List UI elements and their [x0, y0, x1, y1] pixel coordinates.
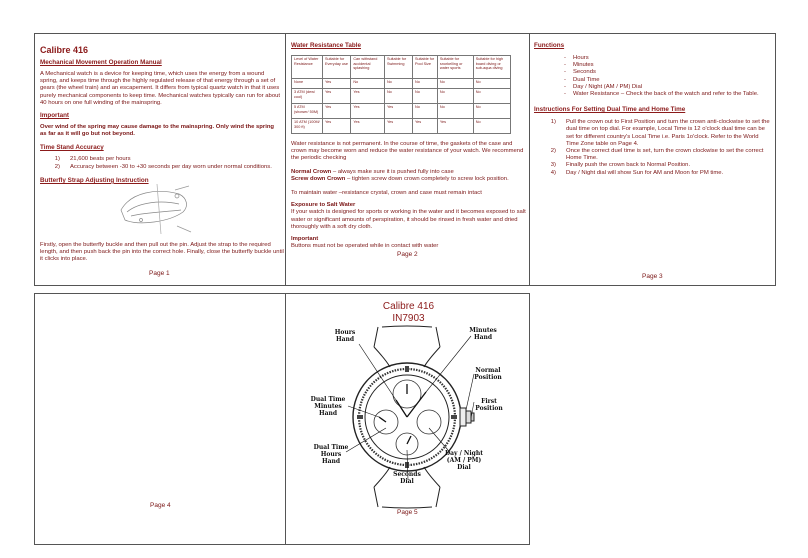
table-row: None Yes No No No No No — [292, 79, 511, 89]
list-item: - Water Resistance – Check the back of the watch and refer to the Table. — [564, 91, 759, 98]
salt-water-heading: Exposure to Salt Water — [291, 202, 356, 209]
strap-text: Firstly, open the butterfly buckle and then pull out the pin. Adjust the strap to the required length, and then push back the pin into the correct hole. Finally, close the butterfly buckle until it clicks into place. — [40, 242, 284, 263]
mechanical-text: A Mechanical watch is a device for keeping time, which uses the energy from a wound spring, and keeps time through the highly regulated release of that energy through a set of gears (the wheel train) and an escapement. It differs from typical quartz watch in that it uses purely mechanical components to keep time. Mechanical watches typically can run for about 40 hours on one full winding of the mainspring. — [40, 71, 281, 106]
page-number: Page 2 — [397, 251, 418, 258]
table-header-cell: Can withstand accidental splashing — [351, 56, 385, 79]
accuracy-list — [40, 156, 280, 170]
page-3-panel — [529, 33, 776, 286]
normal-crown-text: Normal Crown – always make sure it is pushed fully into case — [291, 168, 454, 175]
table-header-cell: Suitable for Everyday use — [323, 56, 351, 79]
list-item: 2) Accuracy between -30 to +30 seconds per day worn under normal conditions. — [54, 163, 272, 170]
table-header-cell: Suitable for Swimming — [384, 56, 412, 79]
list-item: - Day / Night (AM / PM) Dial — [564, 83, 643, 90]
list-item: - Minutes — [564, 62, 594, 69]
dual-time-steps — [534, 119, 772, 177]
list-item: 1) 21,600 beats per hours — [54, 156, 131, 163]
label-day-night-dial: Day / Night (AM / PM) Dial — [444, 450, 484, 471]
accuracy-heading: Time Stand Accuracy — [40, 144, 104, 152]
page-5-panel — [285, 293, 530, 545]
list-item: - Dual Time — [564, 76, 600, 83]
table-header-cell: Suitable for high board diving or sub-aqua diving — [473, 56, 510, 79]
model-number: IN7903 — [392, 313, 425, 324]
label-normal-position: Normal Position — [474, 367, 502, 381]
page-4-panel — [34, 293, 286, 545]
strap-heading: Butterfly Strap Adjusting Instruction — [40, 176, 149, 184]
table-header-cell: Suitable for snorkelling or water sports — [437, 56, 473, 79]
label-first-position: First Position — [475, 398, 503, 412]
page-number: Page 1 — [149, 270, 170, 277]
table-row: 5 ATM (shower/ 50M) Yes Yes Yes No No No — [292, 104, 511, 119]
page-number: Page 5 — [397, 509, 418, 516]
diagram-title: Calibre 416 — [382, 301, 435, 312]
list-item: 2) Once the correct duel time is set, turn the crown clockwise to set the correct Home Time. — [550, 148, 764, 162]
functions-list — [534, 55, 772, 98]
table-header-cell: Suitable for Pool Size — [412, 56, 437, 79]
page-number: Page 4 — [150, 502, 171, 509]
page-number: Page 3 — [642, 273, 663, 280]
functions-heading: Functions — [534, 42, 565, 49]
water-table-heading: Water Resistance Table — [291, 42, 361, 49]
list-item: 1) Pull the crown out to First Position and turn the crown anti-clockwise to set the dual time on top dial. For example, Local Time is 12 o'clock dual time can be set for different country's Local Time i.e. Paris 1o'clock. Refer to the World Time Zone table on Page 4. — [550, 119, 770, 147]
label-hours-hand: Hours Hand — [334, 329, 356, 343]
table-header-cell: Level of Water Resistance — [292, 56, 323, 79]
label-seconds-dial: Seconds Dial — [393, 471, 421, 485]
label-dual-hours: Dual Time Hours Hand — [313, 444, 349, 465]
table-header-row — [292, 56, 511, 79]
page-1-panel — [34, 33, 286, 286]
water-resistance-text: Water resistance is not permanent. In the course of time, the gaskets of the case and crown may become worn and reduce the water resistance of your watch. We recommend the periodic checking — [291, 141, 524, 162]
mechanical-heading: Mechanical Movement Operation Manual — [40, 59, 162, 66]
dual-time-heading: Instructions For Setting Dual Time and Home Time — [534, 106, 686, 114]
page-2-panel — [285, 33, 530, 286]
important-text: Over wind of the spring may cause damage to the mainspring. Only wind the spring as far as it will go but not beyond. — [40, 124, 275, 138]
important-heading: Important — [40, 112, 70, 120]
important-text: Buttons must not be operated while in contact with water — [291, 243, 439, 250]
water-resistance-table — [291, 55, 511, 134]
list-item: 4) Day / Night dial will show Sun for AM and Moon for PM time. — [550, 169, 724, 176]
list-item: - Seconds — [564, 69, 596, 76]
label-minutes-hand: Minutes Hand — [469, 327, 497, 341]
maintain-text: To maintain water –resistance crystal, crown and case must remain intact — [291, 190, 482, 197]
table-row: 3 ATM (dew/ cool) Yes Yes No No No No — [292, 89, 511, 104]
butterfly-buckle-sketch — [117, 182, 195, 237]
screw-crown-text: Screw down Crown – tighten screw down crown completely to screw lock position. — [291, 175, 509, 182]
list-item: - Hours — [564, 55, 589, 61]
salt-water-text: If your watch is designed for sports or working in the water and it becomes exposed to salt water or significant amounts of perspiration, it should be rinsed in fresh water and dried thoroughly with a soft dry cloth. — [291, 209, 526, 230]
list-item: 3) Finally push the crown back to Normal Position. — [550, 162, 691, 169]
important-heading: Important — [291, 236, 319, 243]
table-row: 10 ATM (100M/ 300 ft) Yes Yes Yes Yes Yes No — [292, 119, 511, 134]
page-1-title: Calibre 416 — [40, 45, 89, 55]
label-dual-minutes: Dual Time Minutes Hand — [310, 396, 346, 417]
